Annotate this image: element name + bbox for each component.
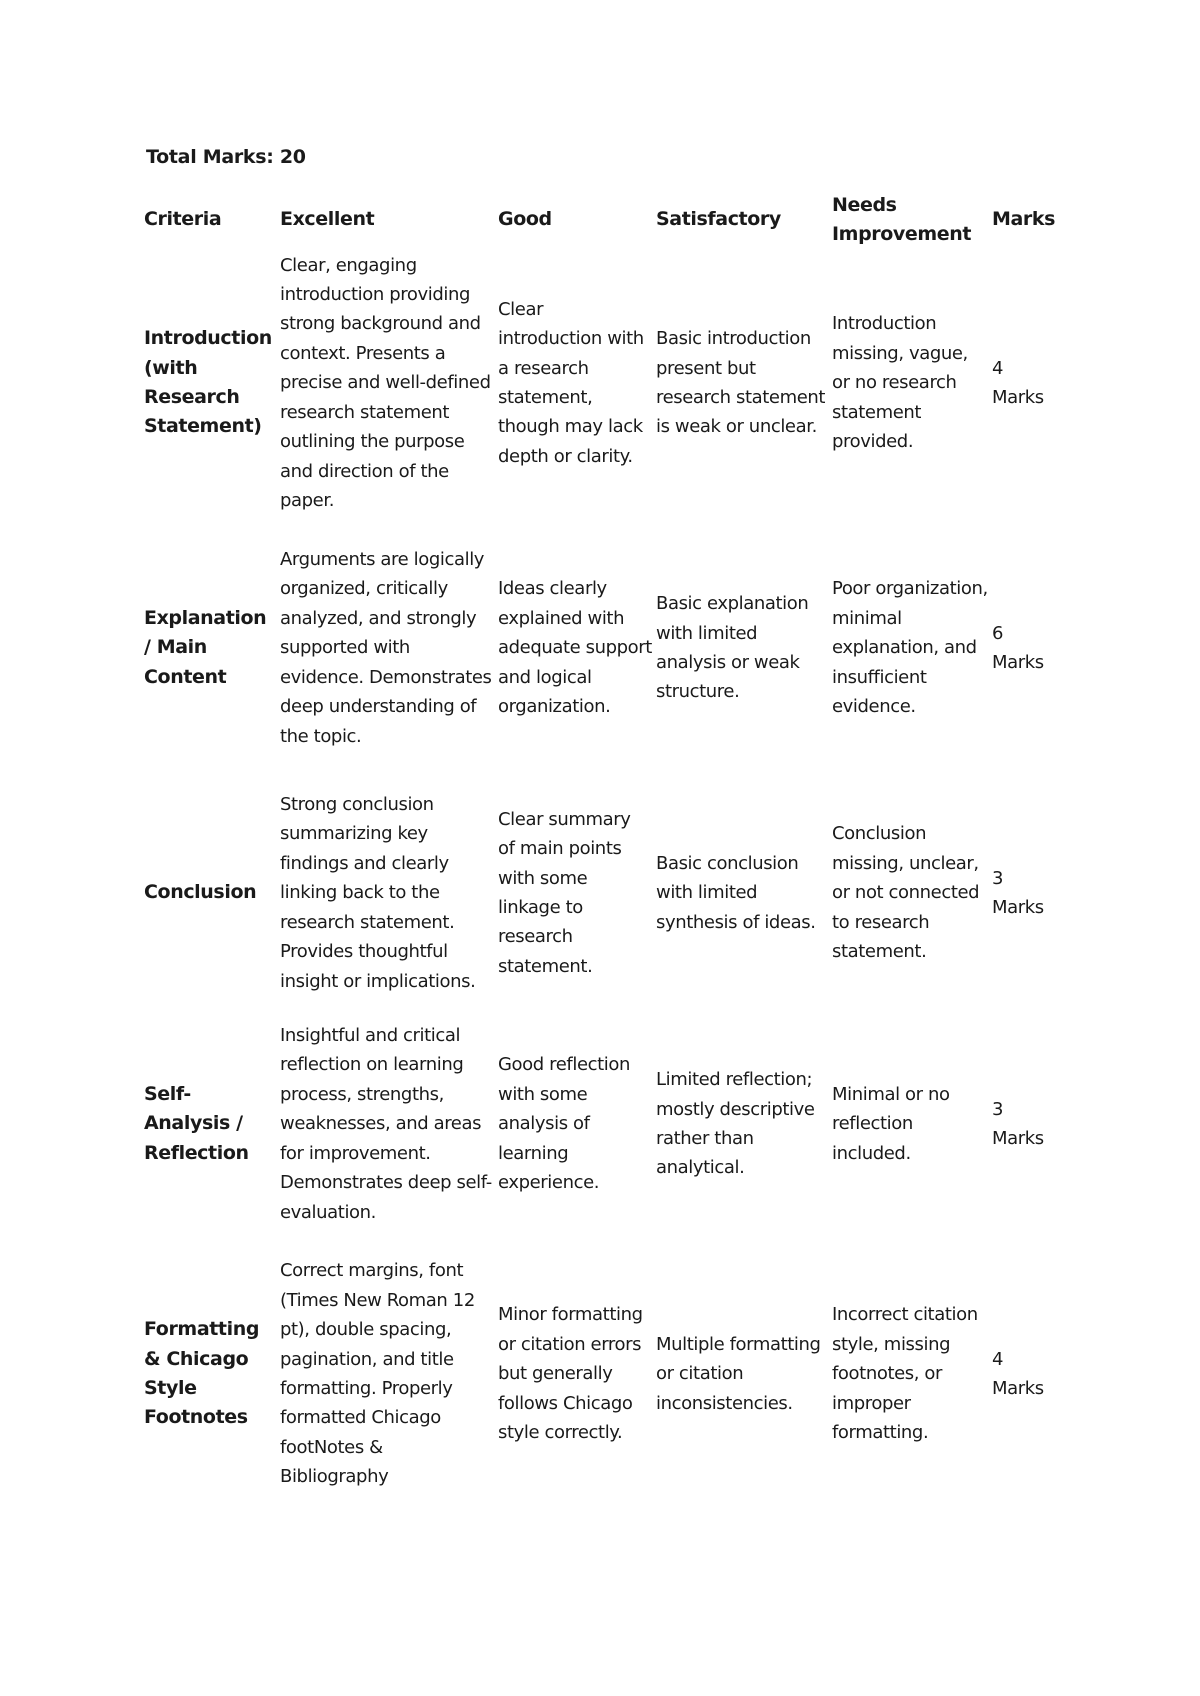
header-criteria: Criteria <box>144 208 222 231</box>
rubric-row-conclusion <box>142 780 1062 1006</box>
marks-cell: 3 Marks <box>992 867 1044 918</box>
needs-improvement-cell: Introduction missing, vague, or no research statement provided. <box>832 313 968 453</box>
excellent-cell: Clear, engaging introduction providing strong background and context. Presents a precise and well-defined research statement outlining the purpose and direction of the paper. <box>280 254 491 511</box>
header-excellent: Excellent <box>280 208 375 231</box>
criterion-cell: Self-Analysis / Reflection <box>144 1082 249 1164</box>
criterion-cell: Conclusion <box>144 881 257 904</box>
needs-improvement-cell: Conclusion missing, unclear, or not connected to research statement. <box>832 823 980 963</box>
marks-cell: 4 Marks <box>992 357 1044 408</box>
excellent-cell: Strong conclusion summarizing key findings and clearly linking back to the research statement. Provides thoughtful insight or implications. <box>280 794 476 992</box>
excellent-cell: Arguments are logically organized, critically analyzed, and strongly supported with evidence. Demonstrates deep understanding of the topic. <box>280 549 492 747</box>
satisfactory-cell: Multiple formatting or citation inconsistencies. <box>656 1333 821 1414</box>
needs-improvement-cell: Incorrect citation style, missing footnotes, or improper formatting. <box>832 1304 978 1444</box>
good-cell: Good reflection with some analysis of learning experience. <box>498 1054 630 1194</box>
needs-improvement-cell: Poor organization, minimal explanation, and insufficient evidence. <box>832 578 988 718</box>
header-satisfactory: Satisfactory <box>656 208 781 231</box>
rubric-header-row <box>142 190 1062 250</box>
rubric-row-introduction <box>142 250 1062 516</box>
rubric-row-formatting <box>142 1242 1062 1506</box>
marks-cell: 4 Marks <box>992 1348 1044 1399</box>
criterion-cell: Explanation / Main Content <box>144 606 267 688</box>
satisfactory-cell: Limited reflection; mostly descriptive rather than analytical. <box>656 1069 815 1179</box>
criterion-cell: Formatting & Chicago Style Footnotes <box>144 1318 260 1429</box>
satisfactory-cell: Basic conclusion with limited synthesis of ideas. <box>656 852 816 933</box>
needs-improvement-cell: Minimal or no reflection included. <box>832 1083 950 1164</box>
excellent-cell: Correct margins, font (Times New Roman 12 pt), double spacing, pagination, and title formatting. Properly formatted Chicago footNotes & Bibliography <box>280 1260 475 1488</box>
criterion-cell: Introduction (with Research Statement) <box>144 327 272 438</box>
satisfactory-cell: Basic introduction present but research statement is weak or unclear. <box>656 328 826 438</box>
marks-cell: 3 Marks <box>992 1098 1044 1149</box>
rubric-row-explanation <box>142 516 1062 780</box>
excellent-cell: Insightful and critical reflection on learning process, strengths, weaknesses, and areas for improvement. Demonstrates deep self-evaluation. <box>280 1025 492 1223</box>
good-cell: Ideas clearly explained with adequate support and logical organization. <box>498 578 652 718</box>
satisfactory-cell: Basic explanation with limited analysis or weak structure. <box>656 593 809 703</box>
total-marks-heading: Total Marks: 20 <box>146 146 306 168</box>
good-cell: Minor formatting or citation errors but generally follows Chicago style correctly. <box>498 1304 643 1444</box>
header-good: Good <box>498 208 552 231</box>
good-cell: Clear summary of main points with some linkage to research statement. <box>498 808 631 977</box>
header-marks: Marks <box>992 208 1056 231</box>
good-cell: Clear introduction with a research statement, though may lack depth or clarity. <box>498 298 644 467</box>
header-needs-improvement: Needs Improvement <box>832 193 972 245</box>
rubric-table <box>142 190 1062 1506</box>
marks-cell: 6 Marks <box>992 622 1044 673</box>
rubric-row-self-analysis <box>142 1006 1062 1242</box>
